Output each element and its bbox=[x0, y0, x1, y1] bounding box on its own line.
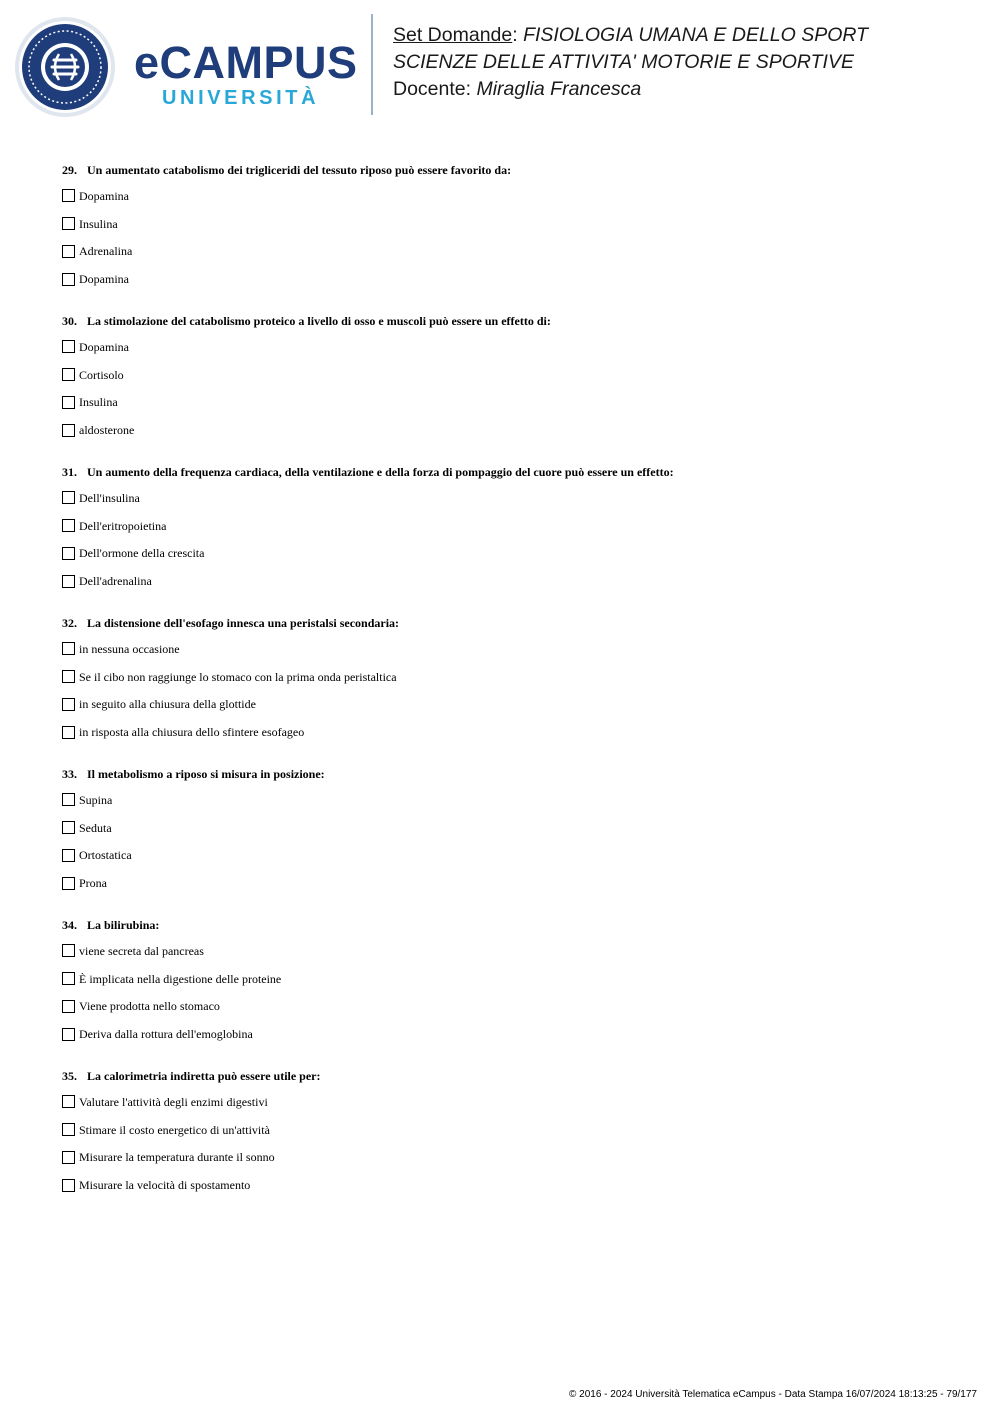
answer-checkbox[interactable] bbox=[62, 217, 75, 230]
question-32 bbox=[62, 615, 962, 766]
docente-label: Docente bbox=[393, 78, 466, 100]
answer-checkbox[interactable] bbox=[62, 642, 75, 655]
question-prompt: La stimolazione del catabolismo proteico a livello di osso e muscoli può essere un effetto di: bbox=[87, 314, 551, 328]
answer-checkbox[interactable] bbox=[62, 698, 75, 711]
answer-option[interactable] bbox=[62, 842, 962, 870]
answer-checkbox[interactable] bbox=[62, 793, 75, 806]
answer-label: Supina bbox=[79, 792, 113, 807]
question-33 bbox=[62, 766, 962, 917]
answer-checkbox[interactable] bbox=[62, 944, 75, 957]
question-text bbox=[62, 615, 962, 635]
answer-label: È implicata nella digestione delle proteine bbox=[79, 971, 282, 986]
answer-label: Valutare l'attività degli enzimi digestivi bbox=[79, 1094, 268, 1109]
answer-checkbox[interactable] bbox=[62, 849, 75, 862]
question-29 bbox=[62, 162, 962, 313]
answer-option[interactable] bbox=[62, 691, 962, 719]
answer-option[interactable] bbox=[62, 567, 962, 595]
question-number: 34. bbox=[62, 918, 77, 932]
answer-option[interactable] bbox=[62, 333, 962, 361]
question-31 bbox=[62, 464, 962, 615]
answer-label: Misurare la velocità di spostamento bbox=[79, 1178, 251, 1193]
answer-checkbox[interactable] bbox=[62, 972, 75, 985]
answer-checkbox[interactable] bbox=[62, 368, 75, 381]
answer-checkbox[interactable] bbox=[62, 726, 75, 739]
answer-option[interactable] bbox=[62, 869, 962, 897]
question-text bbox=[62, 766, 962, 786]
answer-label: Ortostatica bbox=[79, 848, 132, 863]
answer-label: Dopamina bbox=[79, 188, 129, 203]
answer-option[interactable] bbox=[62, 361, 962, 389]
question-list bbox=[62, 162, 962, 1219]
answer-checkbox[interactable] bbox=[62, 1179, 75, 1192]
answer-checkbox[interactable] bbox=[62, 245, 75, 258]
page-footer: © 2016 - 2024 Università Telematica eCampus - Data Stampa 16/07/2024 18:13:25 - 79/177 bbox=[569, 1389, 977, 1400]
answer-label: Prona bbox=[79, 876, 107, 891]
set-value-line2: SCIENZE DELLE ATTIVITA' MOTORIE E SPORTIVE bbox=[393, 51, 854, 73]
question-prompt: La distensione dell'esofago innesca una peristalsi secondaria: bbox=[87, 616, 400, 630]
question-prompt: La calorimetria indiretta può essere utile per: bbox=[87, 1069, 321, 1083]
question-number: 35. bbox=[62, 1069, 77, 1083]
question-text bbox=[62, 464, 962, 484]
answer-label: Viene prodotta nello stomaco bbox=[79, 999, 220, 1014]
answer-label: Se il cibo non raggiunge lo stomaco con la prima onda peristaltica bbox=[79, 669, 397, 684]
answer-option[interactable] bbox=[62, 1020, 962, 1048]
answer-option[interactable] bbox=[62, 540, 962, 568]
answer-checkbox[interactable] bbox=[62, 340, 75, 353]
answer-label: aldosterone bbox=[79, 423, 135, 438]
question-number: 30. bbox=[62, 314, 77, 328]
answer-checkbox[interactable] bbox=[62, 424, 75, 437]
university-seal-icon bbox=[14, 16, 116, 118]
answer-option[interactable] bbox=[62, 1171, 962, 1199]
answer-label: Dell'adrenalina bbox=[79, 574, 152, 589]
question-number: 29. bbox=[62, 163, 77, 177]
answer-option[interactable] bbox=[62, 1116, 962, 1144]
answer-option[interactable] bbox=[62, 965, 962, 993]
answer-option[interactable] bbox=[62, 210, 962, 238]
answer-label: Stimare il costo energetico di un'attività bbox=[79, 1122, 270, 1137]
question-text bbox=[62, 162, 962, 182]
set-line: Set Domande: FISIOLOGIA UMANA E DELLO SPORT bbox=[393, 24, 869, 46]
answer-checkbox[interactable] bbox=[62, 1000, 75, 1013]
question-prompt: Un aumento della frequenza cardiaca, della ventilazione e della forza di pompaggio del cuore può essere un effetto: bbox=[87, 465, 674, 479]
answer-checkbox[interactable] bbox=[62, 877, 75, 890]
answer-label: viene secreta dal pancreas bbox=[79, 943, 204, 958]
answer-option[interactable] bbox=[62, 814, 962, 842]
answer-label: Insulina bbox=[79, 216, 118, 231]
logo-subtitle: UNIVERSITÀ bbox=[162, 87, 320, 109]
ecampus-logo bbox=[14, 14, 359, 118]
answer-option[interactable] bbox=[62, 389, 962, 417]
question-prompt: Un aumentato catabolismo dei trigliceridi del tessuto riposo può essere favorito da: bbox=[87, 163, 512, 177]
question-30 bbox=[62, 313, 962, 464]
question-text bbox=[62, 917, 962, 937]
answer-option[interactable] bbox=[62, 1144, 962, 1172]
answer-checkbox[interactable] bbox=[62, 1151, 75, 1164]
answer-option[interactable] bbox=[62, 182, 962, 210]
header-divider bbox=[371, 14, 373, 115]
answer-label: Insulina bbox=[79, 395, 118, 410]
answer-label: Adrenalina bbox=[79, 244, 133, 259]
answer-label: in nessuna occasione bbox=[79, 641, 180, 656]
docente-value: Miraglia Francesca bbox=[476, 78, 642, 100]
answer-option[interactable] bbox=[62, 718, 962, 746]
answer-option[interactable] bbox=[62, 635, 962, 663]
answer-checkbox[interactable] bbox=[62, 1095, 75, 1108]
answer-label: Dell'eritropoietina bbox=[79, 518, 167, 533]
question-number: 33. bbox=[62, 767, 77, 781]
question-number: 32. bbox=[62, 616, 77, 630]
set-label: Set Domande bbox=[393, 24, 513, 46]
set-value: FISIOLOGIA UMANA E DELLO SPORT bbox=[523, 24, 869, 46]
answer-label: Misurare la temperatura durante il sonno bbox=[79, 1150, 275, 1165]
answer-label: Seduta bbox=[79, 820, 112, 835]
answer-label: Dopamina bbox=[79, 272, 129, 287]
answer-option[interactable] bbox=[62, 484, 962, 512]
question-prompt: La bilirubina: bbox=[87, 918, 160, 932]
answer-checkbox[interactable] bbox=[62, 491, 75, 504]
answer-checkbox[interactable] bbox=[62, 1123, 75, 1136]
answer-checkbox[interactable] bbox=[62, 189, 75, 202]
question-text bbox=[62, 1068, 962, 1088]
answer-option[interactable] bbox=[62, 1088, 962, 1116]
answer-checkbox[interactable] bbox=[62, 273, 75, 286]
question-34 bbox=[62, 917, 962, 1068]
answer-checkbox[interactable] bbox=[62, 575, 75, 588]
answer-checkbox[interactable] bbox=[62, 396, 75, 409]
question-prompt: Il metabolismo a riposo si misura in posizione: bbox=[87, 767, 325, 781]
answer-checkbox[interactable] bbox=[62, 547, 75, 560]
docente-line: Docente: Miraglia Francesca bbox=[393, 78, 642, 100]
answer-option[interactable] bbox=[62, 265, 962, 293]
answer-option[interactable] bbox=[62, 786, 962, 814]
header-info bbox=[393, 22, 868, 103]
question-number: 31. bbox=[62, 465, 77, 479]
answer-label: in seguito alla chiusura della glottide bbox=[79, 697, 256, 712]
answer-option[interactable] bbox=[62, 512, 962, 540]
answer-checkbox[interactable] bbox=[62, 519, 75, 532]
answer-label: Dell'insulina bbox=[79, 490, 140, 505]
answer-checkbox[interactable] bbox=[62, 670, 75, 683]
logo-wordmark: eCAMPUS bbox=[134, 37, 358, 88]
answer-label: Dopamina bbox=[79, 339, 129, 354]
answer-option[interactable] bbox=[62, 663, 962, 691]
answer-label: in risposta alla chiusura dello sfintere esofageo bbox=[79, 725, 305, 740]
answer-label: Deriva dalla rottura dell'emoglobina bbox=[79, 1027, 253, 1042]
answer-option[interactable] bbox=[62, 416, 962, 444]
answer-option[interactable] bbox=[62, 238, 962, 266]
answer-option[interactable] bbox=[62, 993, 962, 1021]
answer-checkbox[interactable] bbox=[62, 1028, 75, 1041]
answer-label: Dell'ormone della crescita bbox=[79, 546, 205, 561]
question-35 bbox=[62, 1068, 962, 1219]
answer-label: Cortisolo bbox=[79, 367, 124, 382]
answer-checkbox[interactable] bbox=[62, 821, 75, 834]
answer-option[interactable] bbox=[62, 937, 962, 965]
question-text bbox=[62, 313, 962, 333]
